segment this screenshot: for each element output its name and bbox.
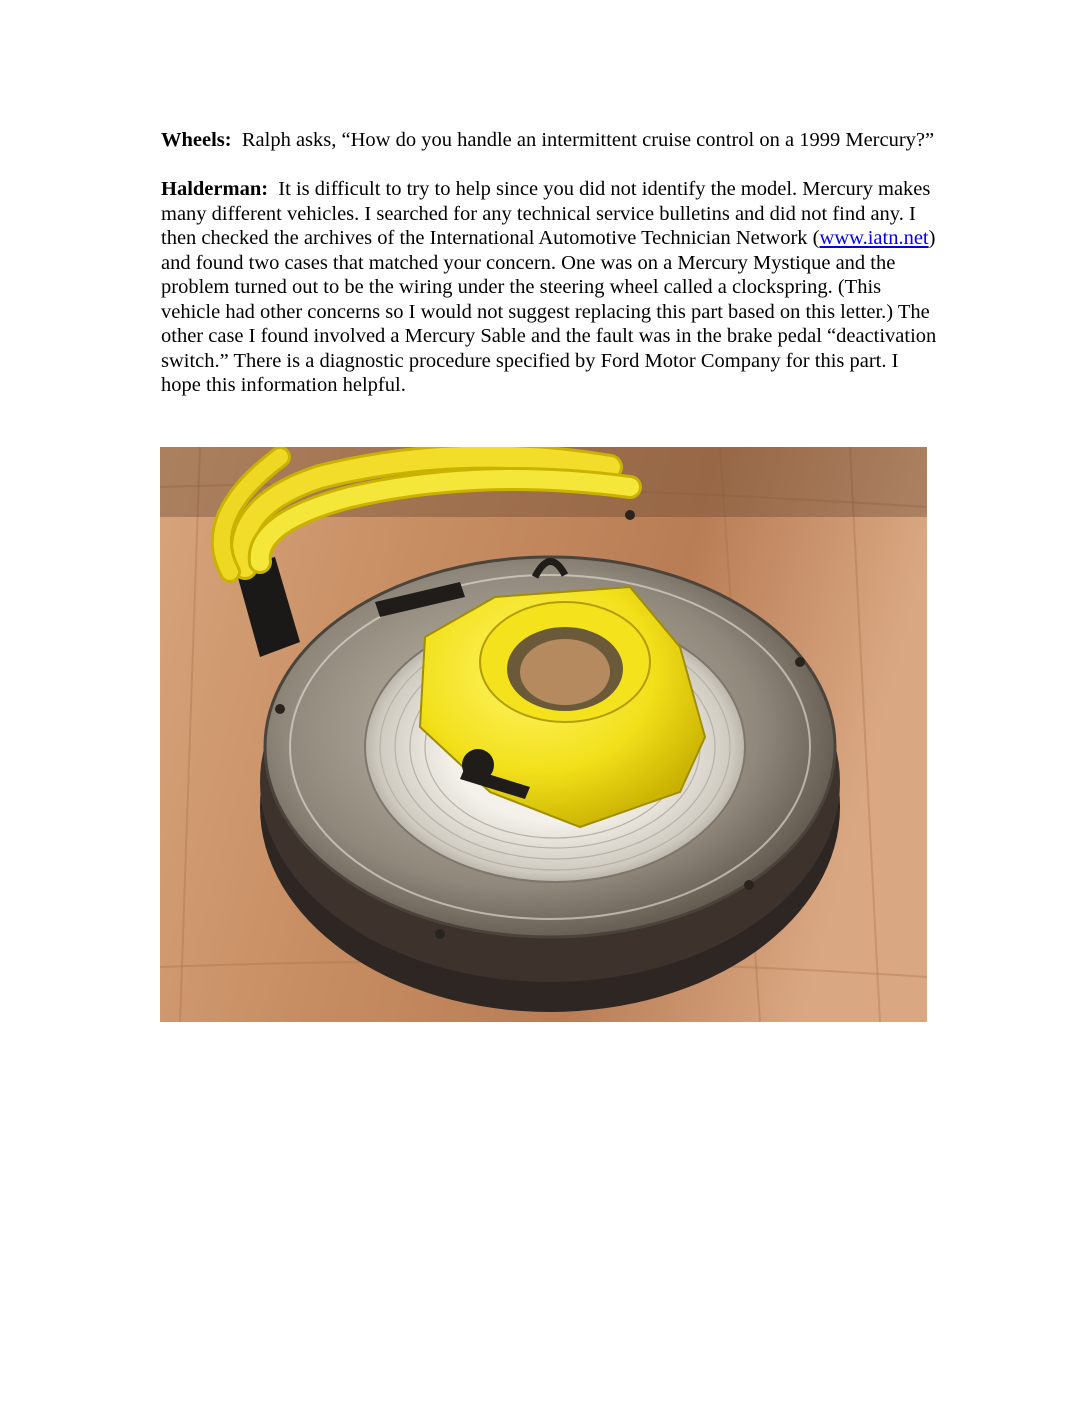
answer-paragraph <box>161 177 941 398</box>
answer-text-after-link: ) and found two cases that matched your concern. One was on a Mercury Mystique and the problem turned out to be the wiring under the steering wheel called a clockspring. (This vehicle had other concerns so I would not suggest replacing this part based on this letter.) The other case I found involved a Mercury Sable and the fault was in the brake pedal “deactivation switch.” There is a diagnostic procedure specified by Ford Motor Company for this part. I hope this information helpful. <box>161 227 937 396</box>
question-speaker: Wheels: <box>161 129 232 151</box>
question-text: Ralph asks, “How do you handle an intermittent cruise control on a 1999 Mercury?” <box>241 129 935 151</box>
clockspring-photo <box>160 447 927 1022</box>
answer-text-before-link: It is difficult to try to help since you did not identify the model. Mercury makes many different vehicles. I searched for any technical service bulletins and did not find any. I then checked the archives of the International Automotive Technician Network ( <box>161 178 931 249</box>
iatn-link[interactable]: www.iatn.net <box>819 227 929 249</box>
answer-speaker: Halderman: <box>161 178 269 200</box>
question-paragraph <box>161 128 941 153</box>
article-text <box>161 128 941 398</box>
